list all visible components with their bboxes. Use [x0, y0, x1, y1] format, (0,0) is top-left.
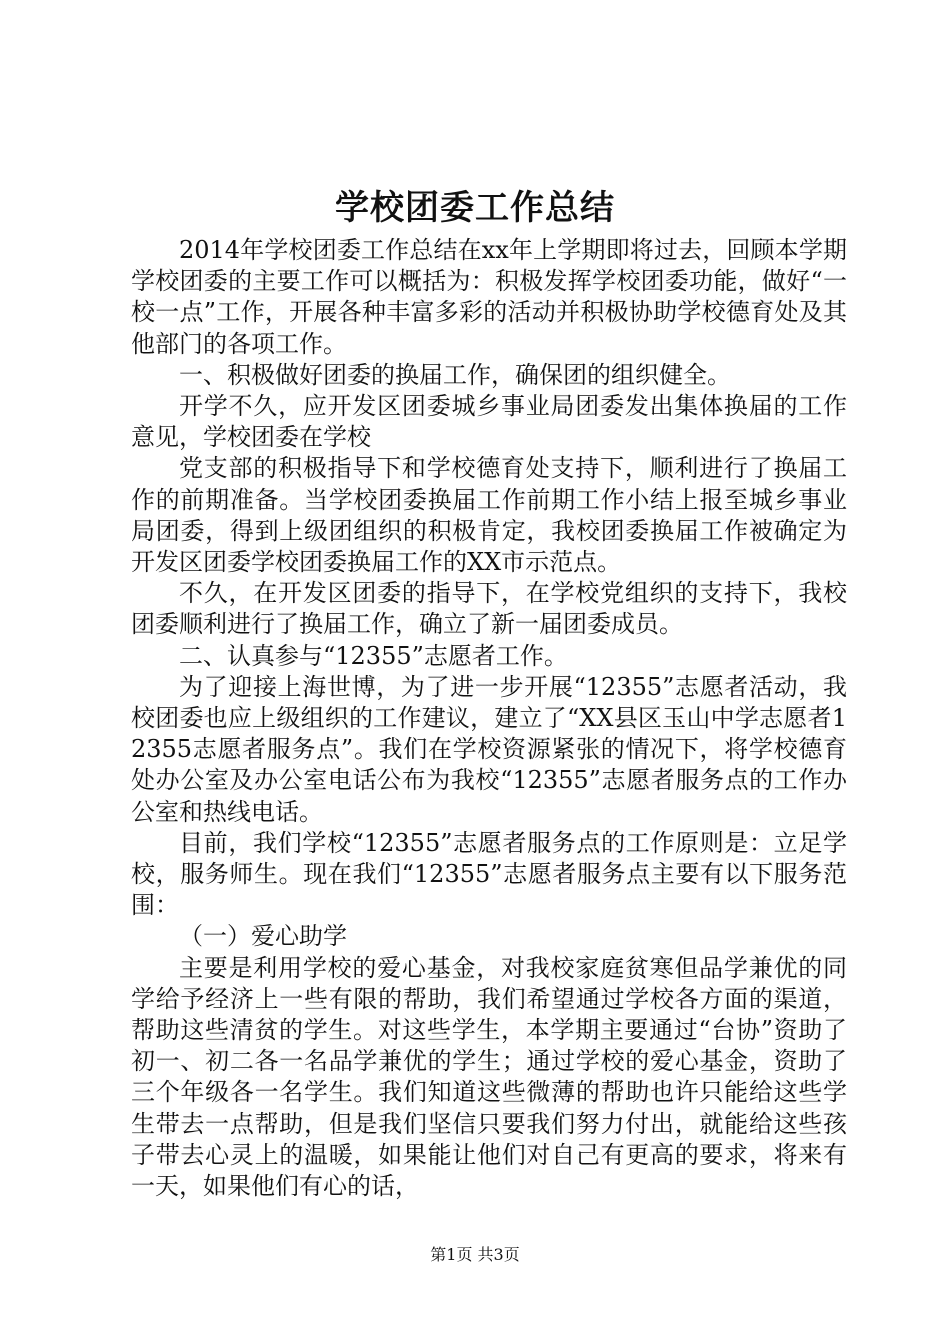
paragraph: 开学不久，应开发区团委城乡事业局团委发出集体换届的工作意见，学校团委在学校: [131, 392, 847, 452]
paragraph: 党支部的积极指导下和学校德育处支持下，顺利进行了换届工作的前期准备。当学校团委换届工作前期工作小结上报至城乡事业局团委，得到上级团组织的积极肯定，我校团委换届工作被确定为开发区团委学校团委换届工作的XX市示范点。: [131, 454, 847, 577]
paragraph: 主要是利用学校的爱心基金，对我校家庭贫寒但品学兼优的同学给予经济上一些有限的帮助，我们希望通过学校各方面的渠道，帮助这些清贫的学生。对这些学生，本学期主要通过“台协”资助了初一、初二各一名品学兼优的学生；通过学校的爱心基金，资助了三个年级各一名学生。我们知道这些微薄的帮助也许只能给这些学生带去一点帮助，但是我们坚信只要我们努力付出，就能给这些孩子带去心灵上的温暖，如果能让他们对自己有更高的要求，将来有一天，如果他们有心的话，: [131, 953, 847, 1201]
section-heading-1: 一、积极做好团委的换届工作，确保团的组织健全。: [179, 360, 731, 389]
paragraph-intro: 2014年学校团委工作总结在xx年上学期即将过去，回顾本学期学校团委的主要工作可以概括为：积极发挥学校团委功能，做好“一校一点”工作，开展各种丰富多彩的活动并积极协助学校德育处及其他部门的各项工作。: [131, 236, 847, 358]
section-heading-2: 二、认真参与“12355”志愿者工作。: [179, 641, 568, 670]
document-body: [131, 235, 847, 1202]
paragraph: 不久，在开发区团委的指导下，在学校党组织的支持下，我校团委顺利进行了换届工作，确立了新一届团委成员。: [131, 579, 847, 639]
document-title: 学校团委工作总结: [335, 188, 615, 228]
page-number-footer: 第1页 共3页: [430, 1245, 520, 1264]
subheading-1: （一）爱心助学: [179, 922, 347, 951]
paragraph: 目前，我们学校“12355”志愿者服务点的工作原则是：立足学校，服务师生。现在我们“12355”志愿者服务点主要有以下服务范围：: [131, 828, 847, 920]
paragraph: 为了迎接上海世博，为了进一步开展“12355”志愿者活动，我校团委也应上级组织的工作建议，建立了“XX县区玉山中学志愿者12355志愿者服务点”。我们在学校资源紧张的情况下，将学校德育处办公室及办公室电话公布为我校“12355”志愿者服务点的工作办公室和热线电话。: [131, 672, 847, 826]
